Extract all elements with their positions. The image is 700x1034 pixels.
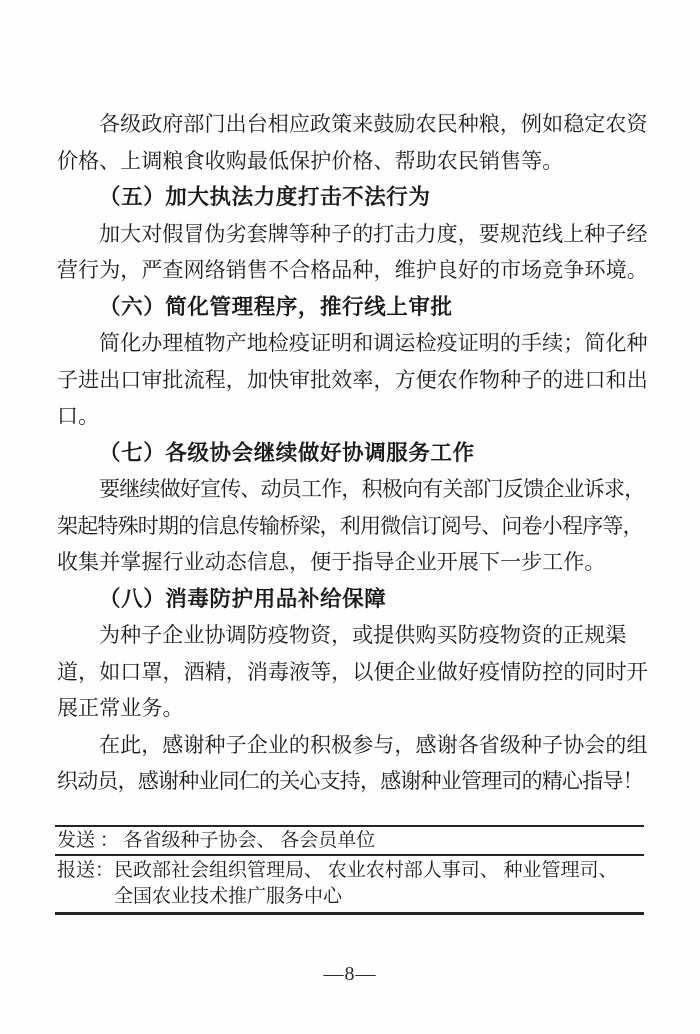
section-heading-6: （六）简化管理程序，推行线上审批 xyxy=(99,294,453,319)
paragraph-line: 道，如口罩，酒精，消毒液等，以便企业做好疫情防控的同时开 xyxy=(57,659,648,684)
paragraph-line: 简化办理植物产地检疫证明和调运检疫证明的手续；简化种 xyxy=(99,331,648,355)
paragraph-line: 各级政府部门出台相应政策来鼓励农民种粮，例如稳定农资 xyxy=(99,112,648,136)
section-heading-8: （八）消毒防护用品补给保障 xyxy=(99,586,387,611)
paragraph-line: 展正常业务。 xyxy=(57,696,184,720)
page-number: —8— xyxy=(323,963,377,985)
document-body xyxy=(57,106,663,800)
send-to-row: 发送 ： 各省级种子协会、 各会员单位 xyxy=(55,827,644,856)
paragraph-line: 价格、上调粮食收购最低保护价格、帮助农民销售等。 xyxy=(57,148,564,173)
section-heading-7: （七）各级协会继续做好协调服务工作 xyxy=(99,440,475,465)
report-to-line-2: 全国农业技术推广服务中心 xyxy=(114,886,343,907)
paragraph-line: 为种子企业协调防疫物资，或提供购买防疫物资的正规渠 xyxy=(99,623,627,647)
paragraph-line: 子进出口审批流程，加快审批效率，方便农作物种子的进口和出 xyxy=(57,367,648,392)
paragraph-line: 收集并掌握行业动态信息，便于指导企业开展下一步工作。 xyxy=(57,550,606,574)
report-to-row xyxy=(55,856,644,915)
distribution-footer xyxy=(55,825,644,915)
paragraph-line: 架起特殊时期的信息传输桥梁，利用微信订阅号、问卷小程序等， xyxy=(57,513,643,538)
paragraph-line: 织动员，感谢种业同仁的关心支持，感谢种业管理司的精心指导！ xyxy=(57,769,643,793)
report-to-line-1: 报送：民政部社会组织管理局、 农业农村部人事司、 种业管理司、 xyxy=(57,860,618,881)
paragraph-line: 加大对假冒伪劣套牌等种子的打击力度，要规范线上种子经 xyxy=(99,221,648,246)
paragraph-line: 要继续做好宣传、动员工作，积极向有关部门反馈企业诉求， xyxy=(99,477,645,501)
section-heading-5: （五）加大执法力度打击不法行为 xyxy=(99,185,431,209)
paragraph-line: 口。 xyxy=(57,404,100,428)
paragraph-line: 在此，感谢种子企业的积极参与，感谢各省级种子协会的组 xyxy=(99,732,648,757)
paragraph-line: 营行为，严查网络销售不合格品种，维护良好的市场竞争环境。 xyxy=(57,258,648,282)
